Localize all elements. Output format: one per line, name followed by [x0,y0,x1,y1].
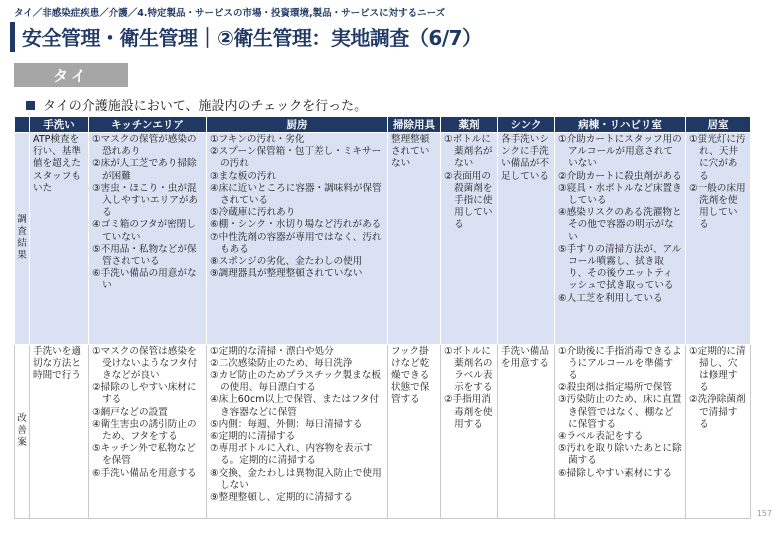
row-label-char: 案 [17,437,27,449]
cell-item: ③網戸などの設置 [92,406,168,418]
table-cell [555,344,686,518]
cell-item: ④床上60cm以上で保管、またはフタ付き容器などに保管 [210,394,380,418]
cell-item: ⑧交換、金たわしは異物混入防止で使用しない [210,467,382,491]
table-cell [30,344,89,518]
table-cell [498,344,555,518]
breadcrumb: タイ／非感染症疾患／介護／4.特定製品・サービスの市場・投資環境,製品・サービスに対するニーズ [14,8,446,19]
cell-item: ②スプーン保管箱・包丁差し・ミキサーの汚れ [210,146,382,170]
table-header-row [15,117,751,133]
table-cell [207,344,388,518]
table-cell [30,133,89,345]
cell-item: ⑤汚れを取り除いたあとに除菌する [558,443,682,467]
cell-item: ATP検査を行い、基準値を超えたスタッフもいた [33,134,81,194]
cell-item: ①フキンの汚れ・劣化 [210,134,305,145]
cell-item: フック掛けなど乾燥できる状態で保管する [391,345,430,406]
cell-item: 手洗いを適切な方法と時間で行う [33,345,81,381]
row-label-char: 善 [17,425,27,437]
table-cell [498,133,555,345]
cell-item: ②殺虫剤は指定場所で保管 [558,382,673,394]
cell-item: ④床に近いところに容器・調味料が保管されている [210,182,382,207]
cell-item: ⑥手洗い備品の用意がない [92,268,197,292]
cell-item: ①蛍光灯に汚れ、天井に穴がある [689,134,746,182]
cell-item: ②表面用の殺菌剤を手指に使用している [444,170,493,231]
page-title: 安全管理・衛生管理｜②衛生管理：実地調査（6/7） [22,26,482,50]
row-label-char: 調 [17,213,27,225]
cell-item: ⑤キッチン外で私物などを保管 [92,443,196,467]
cell-item: 各手洗いシンクに手洗い備品が不足している [501,134,549,182]
cell-item: ⑨整理整頓し、定期的に清掃する [210,491,353,503]
table-cell [388,344,441,518]
cell-item: ④ラベル表記をする [558,430,644,442]
table-cell [207,133,388,345]
cell-item: ⑦専用ボトルに入れ、内容物を表示する。定期的に清掃する [210,443,373,467]
column-header: 薬剤 [441,117,498,133]
intro-label: タイの介護施設において、施設内のチェックを行った。 [43,99,368,114]
cell-item: ⑧スポンジの劣化、金たわしの使用 [210,256,363,268]
intro-text [26,95,367,114]
cell-item: ④ゴミ箱のフタが密閉していない [92,219,196,243]
cell-item: ④衛生害虫の誘引防止のため、フタをする [92,418,197,442]
cell-item: ⑥人工芝を利用している [558,292,663,304]
cell-item: ②介助カートに殺虫剤がある [558,170,682,182]
row-label [15,344,30,518]
cell-item: ⑤手すりの清掃方法が、アルコール噴霧し、拭き取り、その後ウエットティッシュで拭き取っている [558,243,682,292]
cell-item: ④感染リスクのある洗濯物とその他で容器の明示がない [558,207,682,243]
table-cell [441,344,498,518]
cell-item: ②洗浄除菌剤で清掃する [689,394,746,430]
cell-item: ⑥定期的に清掃する [210,430,296,442]
column-header: キッチンエリア [89,117,207,133]
cell-item: ②二次感染防止のため、毎日洗浄 [210,357,353,369]
cell-item: ①ボトルに薬剤名のラベル表示をする [444,345,493,394]
table-cell [89,133,207,345]
cell-item: ②一般の床用洗剤を使用している [689,182,746,231]
column-header: シンク [498,117,555,133]
cell-item: ①介助後に手指消毒できるようにアルコールを準備する [558,345,682,381]
cell-item: ⑥掃除しやすい素材にする [558,467,673,479]
table-row [15,133,751,345]
cell-item: ③カビ防止のためプラスチック製まな板の使用、毎日漂白する [210,369,381,394]
cell-item: 手洗い備品を用意する [501,345,549,369]
cell-item: ⑨調理器具が整理整頓されていない [210,268,363,280]
cell-item: ③寝具・水ボトルなど床置きしている [558,182,682,207]
inspection-table [14,116,751,519]
column-header: 手洗い [30,117,89,133]
country-tab: タイ [14,63,128,87]
column-header: 掃除用具 [388,117,441,133]
cell-item: ①ボトルに薬剤名がない [444,134,493,170]
cell-item: ⑥手洗い備品を用意する [92,467,197,479]
cell-item: ⑥棚・シンク・水切り場など汚れがある [210,219,382,231]
column-header: 居室 [686,117,751,133]
cell-item: ⑤冷蔵庫に汚れあり [210,207,296,219]
row-label-char: 結 [17,238,27,250]
cell-item: ③汚染防止のため、床に直置き保管ではなく、棚などに保管する [558,394,682,430]
cell-item: ②手指用消毒剤を使用する [444,394,493,430]
table-cell [686,133,751,345]
table-cell [686,344,751,518]
square-bullet-icon [26,101,35,110]
cell-item: 整理整頓されていない [391,134,430,170]
cell-item: ①マスクの保管が感染の恐れあり [92,134,197,158]
page-number: 157 [756,509,772,518]
cell-item: ⑦中性洗剤の容器が専用ではなく、汚れもある [210,231,382,255]
cell-item: ⑤内側：毎週、外側：毎日清掃する [210,418,363,430]
cell-item: ②床が人工芝であり掃除が困難 [92,158,197,182]
column-header: 病棟・リハビリ室 [555,117,686,133]
corner-cell [15,117,30,133]
cell-item: ⑤不用品・私物などが保管されている [92,243,197,268]
column-header: 厨房 [207,117,388,133]
cell-item: ③害虫・ほこり・虫が混入しやすいエリアがある [92,182,199,219]
table-cell [89,344,207,518]
title-accent-bar [10,22,15,52]
row-label-char: 査 [17,226,27,238]
table-cell [555,133,686,345]
cell-item: ①定期的な清掃・漂白や処分 [210,345,334,357]
row-label [15,133,30,345]
table-cell [388,133,441,345]
row-label-char: 果 [17,250,27,262]
cell-item: ①マスクの保管は感染を受けないようなフタ付きなどが良い [92,345,198,381]
table-cell [441,133,498,345]
cell-item: ①定期的に清掃し、穴は修理する [689,345,746,394]
cell-item: ③まな板の汚れ [210,170,277,182]
cell-item: ②掃除のしやすい床材にする [92,382,197,406]
table-row [15,344,751,518]
cell-item: ①介助カートにスタッフ用のアルコールが用意されていない [558,134,682,170]
row-label-char: 改 [17,412,27,424]
